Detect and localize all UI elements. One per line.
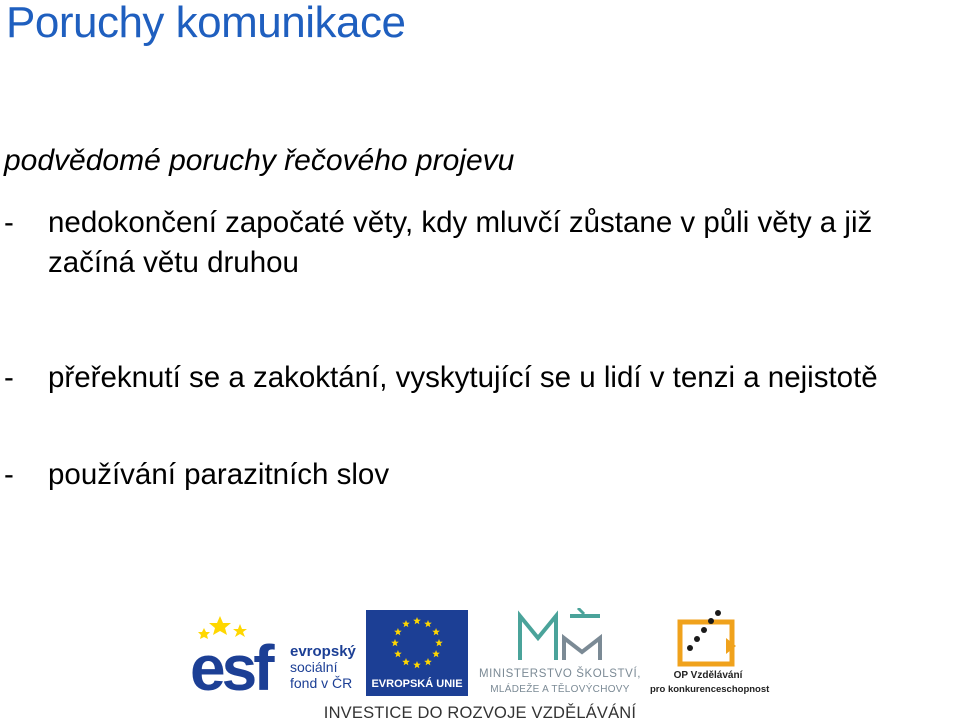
eu-star-icon [391,639,399,646]
esf-line3: fond v ČR [290,675,353,691]
eu-star-icon [435,639,443,646]
bullet-text: přeřeknutí se a zakoktání, vyskytující se u lidí v tenzi a nejistotě [48,361,878,394]
eu-star-icon [402,658,410,665]
op-line2: pro konkurenceschopnost [650,684,770,695]
eu-star-icon [432,628,440,635]
eu-flag-icon [366,610,468,676]
bullet-item [4,203,956,283]
eu-star-icon [394,628,402,635]
bullet-marker: - [4,361,14,394]
esf-logo [190,610,368,696]
slide-subtitle: podvědomé poruchy řečového projevu [4,144,515,177]
bullet-item [4,455,956,495]
bullet-item [4,358,956,398]
bullet-marker: - [4,458,14,491]
eu-label: EVROPSKÁ UNIE [371,678,463,690]
msmt-mark-icon [474,608,646,668]
eu-star-icon [413,661,421,668]
eu-star-icon [402,620,410,627]
eu-star-icon [394,650,402,657]
eu-star-icon [413,617,421,624]
op-line1: OP Vzdělávání [673,670,743,681]
logo-band [0,600,960,724]
msmt-line1: MINISTERSTVO ŠKOLSTVÍ, [478,668,642,680]
eu-star-icon [432,650,440,657]
slide-title: Poruchy komunikace [6,0,406,47]
eu-star-icon [424,658,432,665]
esf-line1: evropský [290,643,356,660]
footer-slogan: INVESTICE DO ROZVOJE VZDĚLÁVÁNÍ [323,704,637,722]
eu-logo [366,610,468,696]
msmt-line2: MLÁDEŽE A TĚLOVÝCHOVY [490,684,630,695]
eu-star-icon [424,620,432,627]
op-logo [650,608,770,700]
esf-wordmark: esf [190,632,271,696]
op-mark-icon [650,608,766,668]
esf-line2: sociální [290,659,338,675]
bullet-marker: - [4,206,14,239]
msmt-logo [474,608,646,698]
bullet-text: používání parazitních slov [48,458,390,491]
bullet-text: nedokončení započaté věty, kdy mluvčí zůstane v půli věty a již začíná větu druhou [48,206,873,279]
